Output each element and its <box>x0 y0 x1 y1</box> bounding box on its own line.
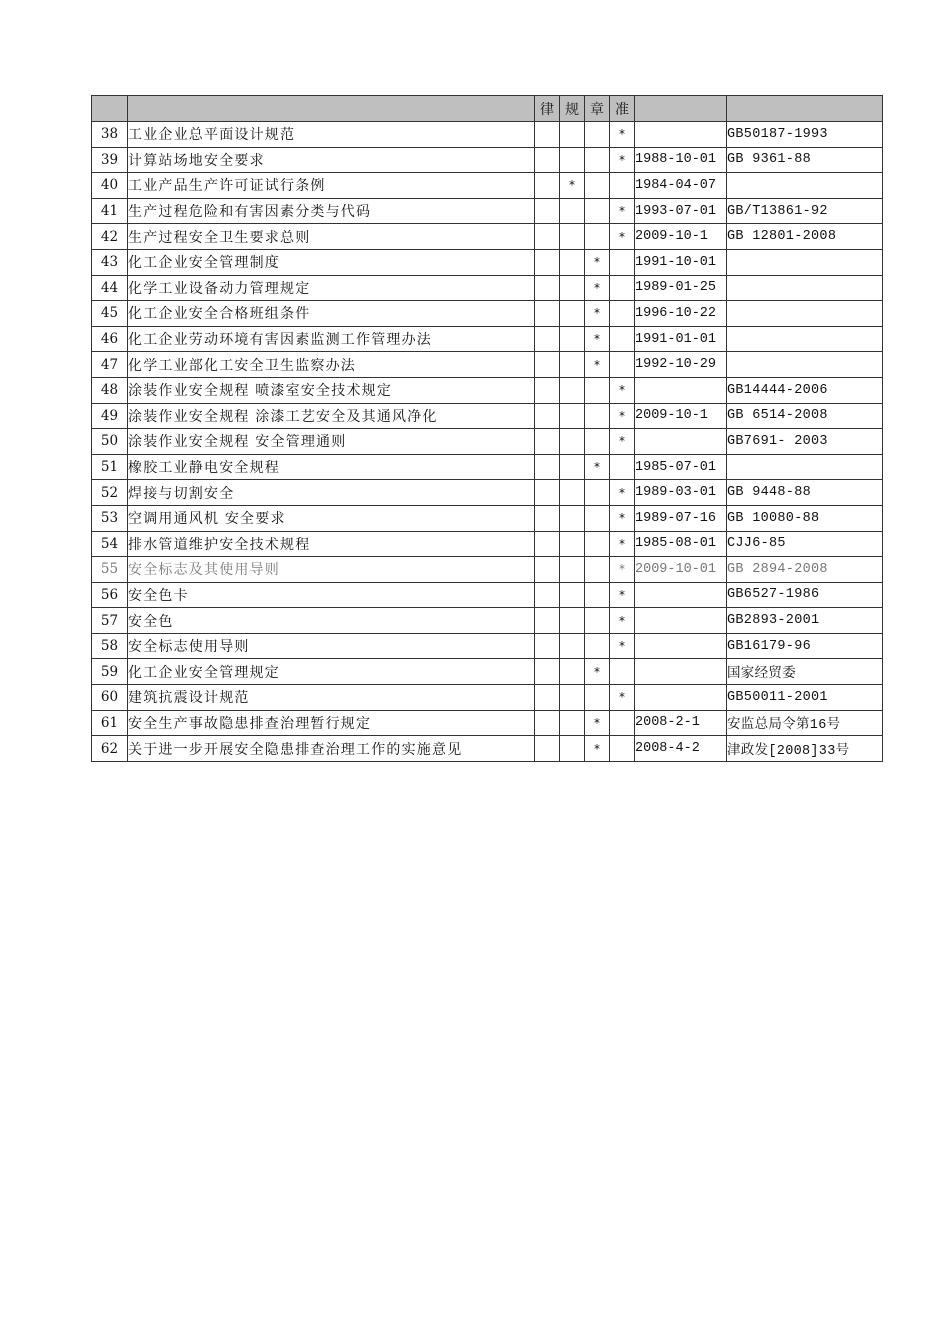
cell-lu <box>535 352 560 378</box>
cell-lu <box>535 301 560 327</box>
header-lu: 律 <box>535 96 560 122</box>
cell-code <box>727 326 883 352</box>
cell-name: 安全标志使用导则 <box>128 633 535 659</box>
cell-no: 43 <box>92 249 128 275</box>
table-row <box>92 147 883 173</box>
cell-zhun: * <box>610 480 635 506</box>
cell-date: 1989-03-01 <box>635 480 727 506</box>
cell-no: 53 <box>92 505 128 531</box>
cell-no: 57 <box>92 608 128 634</box>
cell-no: 41 <box>92 198 128 224</box>
cell-zhang <box>585 557 610 583</box>
cell-gui <box>560 531 585 557</box>
cell-zhun: * <box>610 505 635 531</box>
table-row <box>92 326 883 352</box>
cell-date: 2008-4-2 <box>635 736 727 762</box>
cell-no: 61 <box>92 710 128 736</box>
header-zhun: 准 <box>610 96 635 122</box>
cell-no: 56 <box>92 582 128 608</box>
cell-name: 化工企业安全合格班组条件 <box>128 301 535 327</box>
cell-date <box>635 608 727 634</box>
cell-zhang: * <box>585 352 610 378</box>
cell-zhun: * <box>610 377 635 403</box>
cell-code <box>727 454 883 480</box>
cell-no: 55 <box>92 557 128 583</box>
cell-lu <box>535 685 560 711</box>
cell-gui <box>560 582 585 608</box>
cell-zhang: * <box>585 275 610 301</box>
table-row <box>92 736 883 762</box>
cell-no: 51 <box>92 454 128 480</box>
cell-lu <box>535 173 560 199</box>
cell-zhang <box>585 505 610 531</box>
cell-gui: * <box>560 173 585 199</box>
cell-name: 安全标志及其使用导则 <box>128 557 535 583</box>
cell-lu <box>535 659 560 685</box>
table-row <box>92 352 883 378</box>
cell-code: GB50187-1993 <box>727 122 883 148</box>
cell-code: GB 9361-88 <box>727 147 883 173</box>
cell-name: 工业企业总平面设计规范 <box>128 122 535 148</box>
table-row <box>92 377 883 403</box>
table-row <box>92 403 883 429</box>
table-row <box>92 429 883 455</box>
cell-code: GB 9448-88 <box>727 480 883 506</box>
cell-code: GB 10080-88 <box>727 505 883 531</box>
table-row <box>92 531 883 557</box>
table-row <box>92 173 883 199</box>
table-row <box>92 505 883 531</box>
cell-no: 54 <box>92 531 128 557</box>
cell-date: 1985-07-01 <box>635 454 727 480</box>
cell-lu <box>535 147 560 173</box>
cell-zhun: * <box>610 633 635 659</box>
cell-gui <box>560 454 585 480</box>
cell-lu <box>535 608 560 634</box>
cell-zhun <box>610 736 635 762</box>
cell-name: 排水管道维护安全技术规程 <box>128 531 535 557</box>
table-row <box>92 608 883 634</box>
cell-no: 40 <box>92 173 128 199</box>
table-row <box>92 224 883 250</box>
cell-date: 1993-07-01 <box>635 198 727 224</box>
cell-name: 涂装作业安全规程 涂漆工艺安全及其通风净化 <box>128 403 535 429</box>
cell-zhun: * <box>610 198 635 224</box>
table-row <box>92 480 883 506</box>
cell-name: 空调用通风机 安全要求 <box>128 505 535 531</box>
cell-zhun <box>610 326 635 352</box>
cell-name: 化工企业安全管理规定 <box>128 659 535 685</box>
cell-zhang <box>585 403 610 429</box>
cell-date: 1992-10-29 <box>635 352 727 378</box>
cell-lu <box>535 633 560 659</box>
cell-no: 62 <box>92 736 128 762</box>
cell-date: 1988-10-01 <box>635 147 727 173</box>
cell-date: 1984-04-07 <box>635 173 727 199</box>
cell-name: 安全生产事故隐患排查治理暂行规定 <box>128 710 535 736</box>
cell-name: 涂装作业安全规程 喷漆室安全技术规定 <box>128 377 535 403</box>
cell-date <box>635 582 727 608</box>
cell-no: 46 <box>92 326 128 352</box>
cell-no: 52 <box>92 480 128 506</box>
cell-lu <box>535 531 560 557</box>
cell-date <box>635 685 727 711</box>
cell-code <box>727 352 883 378</box>
cell-lu <box>535 198 560 224</box>
cell-name: 涂装作业安全规程 安全管理通则 <box>128 429 535 455</box>
cell-no: 44 <box>92 275 128 301</box>
cell-zhang <box>585 198 610 224</box>
cell-code: GB2893-2001 <box>727 608 883 634</box>
cell-gui <box>560 480 585 506</box>
cell-code <box>727 301 883 327</box>
cell-zhang <box>585 173 610 199</box>
cell-name: 化学工业设备动力管理规定 <box>128 275 535 301</box>
regulations-table <box>91 95 883 762</box>
cell-name: 安全色 <box>128 608 535 634</box>
cell-name: 化学工业部化工安全卫生监察办法 <box>128 352 535 378</box>
cell-lu <box>535 557 560 583</box>
cell-gui <box>560 557 585 583</box>
cell-date: 2009-10-1 <box>635 224 727 250</box>
cell-zhun <box>610 301 635 327</box>
cell-date <box>635 377 727 403</box>
cell-no: 48 <box>92 377 128 403</box>
cell-lu <box>535 582 560 608</box>
cell-code: GB 6514-2008 <box>727 403 883 429</box>
cell-date: 2008-2-1 <box>635 710 727 736</box>
cell-zhun <box>610 352 635 378</box>
header-zhang: 章 <box>585 96 610 122</box>
cell-gui <box>560 659 585 685</box>
cell-code: GB16179-96 <box>727 633 883 659</box>
cell-lu <box>535 454 560 480</box>
cell-zhun: * <box>610 608 635 634</box>
cell-zhun: * <box>610 122 635 148</box>
cell-zhun <box>610 249 635 275</box>
header-gui: 规 <box>560 96 585 122</box>
cell-lu <box>535 224 560 250</box>
cell-code: GB 12801-2008 <box>727 224 883 250</box>
cell-date: 1991-01-01 <box>635 326 727 352</box>
header-name <box>128 96 535 122</box>
cell-gui <box>560 710 585 736</box>
cell-name: 生产过程安全卫生要求总则 <box>128 224 535 250</box>
cell-no: 49 <box>92 403 128 429</box>
cell-zhun <box>610 173 635 199</box>
header-code <box>727 96 883 122</box>
cell-gui <box>560 377 585 403</box>
cell-code <box>727 173 883 199</box>
cell-date <box>635 122 727 148</box>
cell-name: 建筑抗震设计规范 <box>128 685 535 711</box>
cell-no: 45 <box>92 301 128 327</box>
cell-name: 焊接与切割安全 <box>128 480 535 506</box>
cell-zhang <box>585 224 610 250</box>
table-row <box>92 557 883 583</box>
cell-zhun <box>610 710 635 736</box>
cell-zhang: * <box>585 301 610 327</box>
table-row <box>92 454 883 480</box>
cell-code: CJJ6-85 <box>727 531 883 557</box>
cell-zhun: * <box>610 224 635 250</box>
table-row <box>92 685 883 711</box>
cell-date <box>635 633 727 659</box>
cell-no: 47 <box>92 352 128 378</box>
table-row <box>92 198 883 224</box>
cell-gui <box>560 301 585 327</box>
cell-zhun: * <box>610 557 635 583</box>
table-row <box>92 710 883 736</box>
cell-zhang <box>585 608 610 634</box>
cell-zhang <box>585 633 610 659</box>
cell-date: 2009-10-01 <box>635 557 727 583</box>
cell-code: GB/T13861-92 <box>727 198 883 224</box>
cell-name: 化工企业安全管理制度 <box>128 249 535 275</box>
cell-code: 津政发[2008]33号 <box>727 736 883 762</box>
cell-name: 工业产品生产许可证试行条例 <box>128 173 535 199</box>
table-row <box>92 659 883 685</box>
cell-zhun <box>610 659 635 685</box>
cell-lu <box>535 429 560 455</box>
cell-lu <box>535 736 560 762</box>
cell-code: GB 2894-2008 <box>727 557 883 583</box>
cell-no: 59 <box>92 659 128 685</box>
cell-gui <box>560 608 585 634</box>
header-no <box>92 96 128 122</box>
cell-zhun: * <box>610 685 635 711</box>
cell-code <box>727 249 883 275</box>
cell-lu <box>535 403 560 429</box>
cell-name: 生产过程危险和有害因素分类与代码 <box>128 198 535 224</box>
cell-no: 39 <box>92 147 128 173</box>
cell-lu <box>535 326 560 352</box>
cell-gui <box>560 122 585 148</box>
cell-zhang: * <box>585 249 610 275</box>
cell-code: GB14444-2006 <box>727 377 883 403</box>
cell-gui <box>560 352 585 378</box>
cell-name: 计算站场地安全要求 <box>128 147 535 173</box>
cell-no: 58 <box>92 633 128 659</box>
cell-zhang <box>585 122 610 148</box>
cell-date: 1996-10-22 <box>635 301 727 327</box>
table-row <box>92 249 883 275</box>
cell-gui <box>560 633 585 659</box>
table-row <box>92 122 883 148</box>
table-row <box>92 301 883 327</box>
cell-gui <box>560 736 585 762</box>
table-row <box>92 633 883 659</box>
table-row <box>92 275 883 301</box>
cell-date: 1989-01-25 <box>635 275 727 301</box>
table-row <box>92 582 883 608</box>
header-date <box>635 96 727 122</box>
cell-zhang <box>585 531 610 557</box>
cell-zhun: * <box>610 429 635 455</box>
cell-zhang <box>585 377 610 403</box>
cell-gui <box>560 147 585 173</box>
cell-lu <box>535 275 560 301</box>
cell-date: 1989-07-16 <box>635 505 727 531</box>
cell-gui <box>560 403 585 429</box>
cell-no: 60 <box>92 685 128 711</box>
cell-lu <box>535 710 560 736</box>
cell-date: 1985-08-01 <box>635 531 727 557</box>
cell-gui <box>560 685 585 711</box>
cell-zhun: * <box>610 582 635 608</box>
cell-zhun: * <box>610 147 635 173</box>
cell-zhang: * <box>585 659 610 685</box>
cell-zhang: * <box>585 326 610 352</box>
cell-lu <box>535 480 560 506</box>
cell-gui <box>560 326 585 352</box>
cell-code <box>727 275 883 301</box>
cell-no: 42 <box>92 224 128 250</box>
cell-name: 关于进一步开展安全隐患排查治理工作的实施意见 <box>128 736 535 762</box>
cell-gui <box>560 249 585 275</box>
cell-zhang: * <box>585 454 610 480</box>
cell-code: GB6527-1986 <box>727 582 883 608</box>
cell-code: GB50011-2001 <box>727 685 883 711</box>
cell-lu <box>535 505 560 531</box>
cell-code: 安监总局令第16号 <box>727 710 883 736</box>
table-header <box>92 96 883 122</box>
cell-date <box>635 659 727 685</box>
cell-zhang: * <box>585 710 610 736</box>
cell-no: 50 <box>92 429 128 455</box>
cell-lu <box>535 249 560 275</box>
cell-zhun: * <box>610 403 635 429</box>
cell-date <box>635 429 727 455</box>
cell-name: 安全色卡 <box>128 582 535 608</box>
cell-zhun <box>610 454 635 480</box>
cell-zhang <box>585 429 610 455</box>
cell-gui <box>560 224 585 250</box>
cell-lu <box>535 377 560 403</box>
cell-no: 38 <box>92 122 128 148</box>
cell-lu <box>535 122 560 148</box>
cell-zhun: * <box>610 531 635 557</box>
cell-code: GB7691- 2003 <box>727 429 883 455</box>
cell-name: 化工企业劳动环境有害因素监测工作管理办法 <box>128 326 535 352</box>
cell-gui <box>560 198 585 224</box>
cell-zhang <box>585 685 610 711</box>
cell-zhang <box>585 480 610 506</box>
cell-gui <box>560 429 585 455</box>
cell-date: 1991-10-01 <box>635 249 727 275</box>
cell-zhang: * <box>585 736 610 762</box>
cell-zhang <box>585 147 610 173</box>
cell-zhun <box>610 275 635 301</box>
cell-gui <box>560 505 585 531</box>
cell-gui <box>560 275 585 301</box>
cell-date: 2009-10-1 <box>635 403 727 429</box>
cell-zhang <box>585 582 610 608</box>
cell-code: 国家经贸委 <box>727 659 883 685</box>
cell-name: 橡胶工业静电安全规程 <box>128 454 535 480</box>
